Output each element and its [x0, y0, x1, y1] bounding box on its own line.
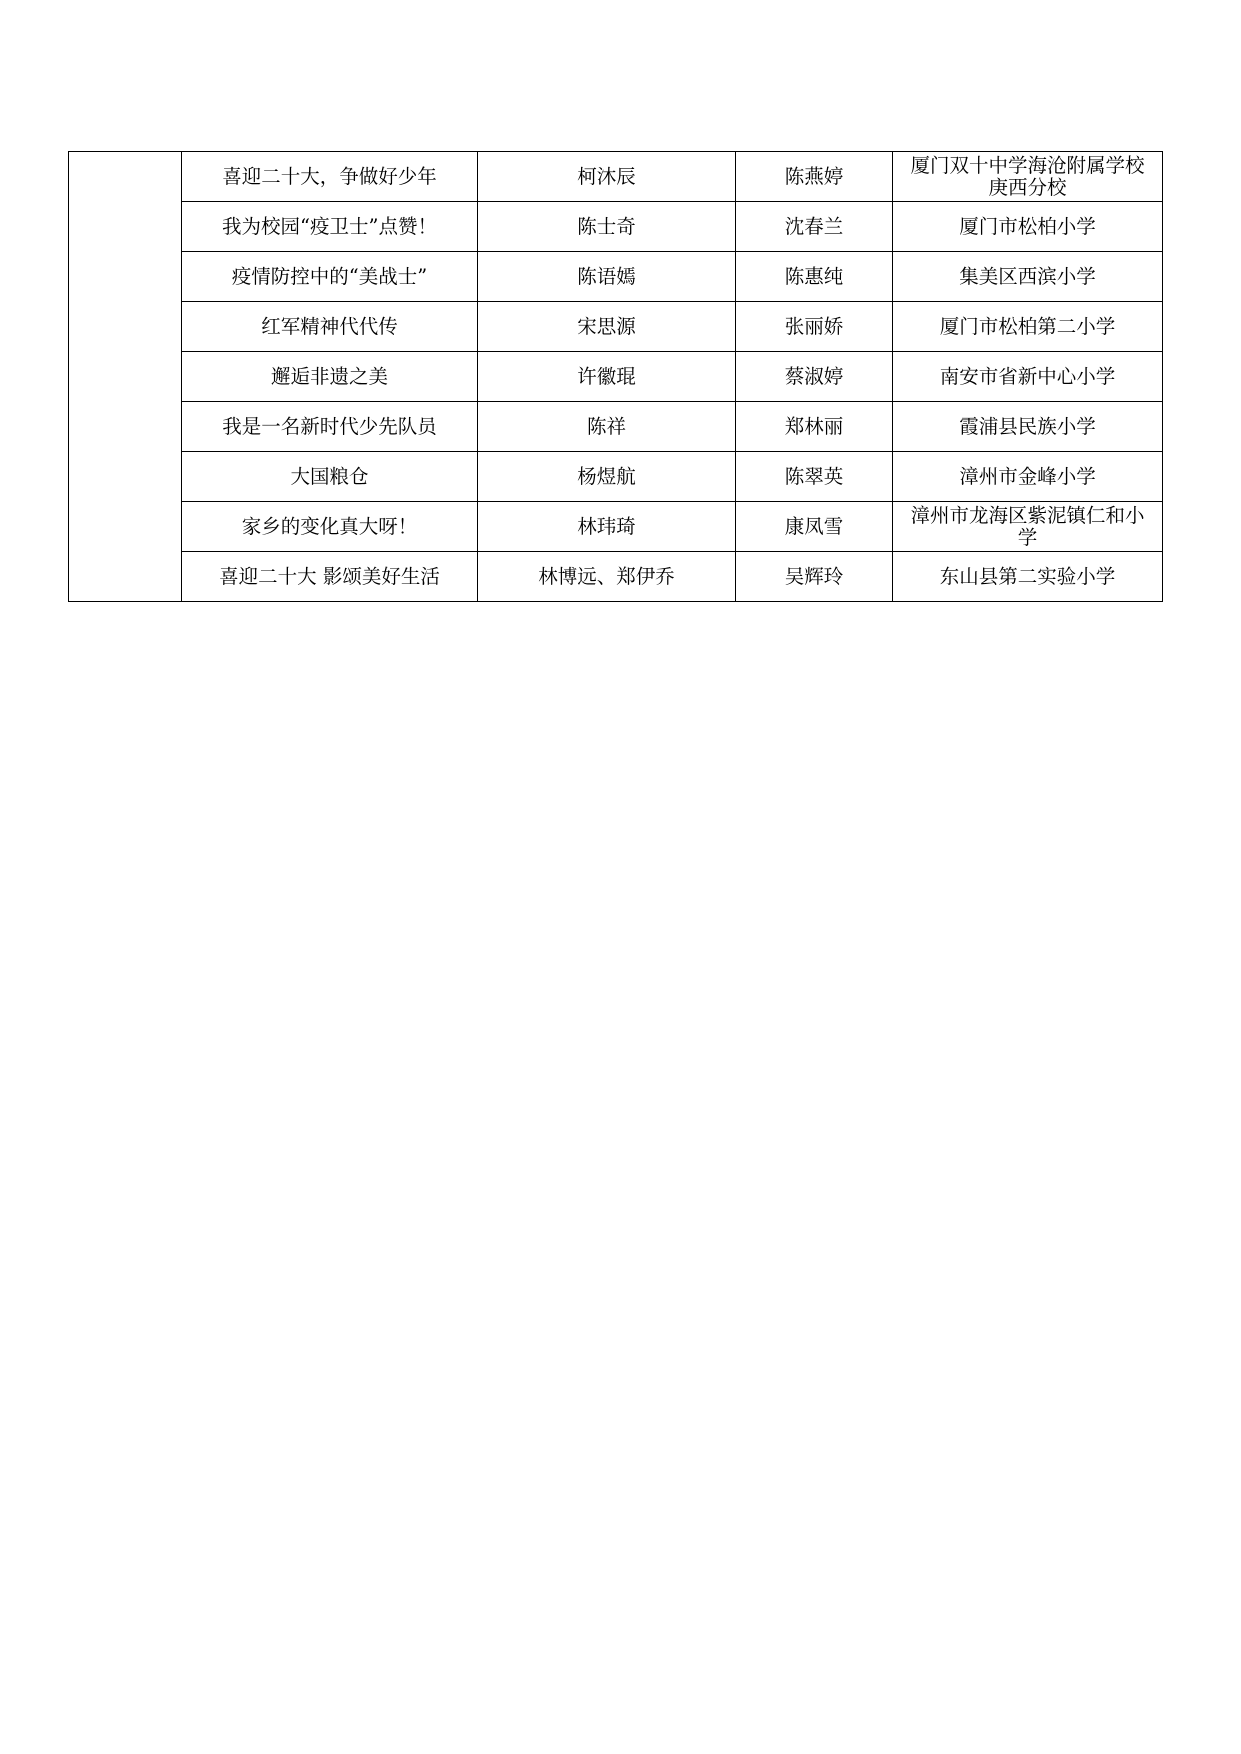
- teacher-cell: 陈惠纯: [736, 252, 893, 302]
- author-cell: 陈祥: [478, 402, 736, 452]
- school-cell: 霞浦县民族小学: [893, 402, 1163, 452]
- teacher-cell: 张丽娇: [736, 302, 893, 352]
- work-title-cell: 红军精神代代传: [182, 302, 478, 352]
- table-row: [69, 152, 1163, 202]
- table-row: [69, 302, 1163, 352]
- teacher-cell: 陈燕婷: [736, 152, 893, 202]
- school-cell: 厦门市松柏小学: [893, 202, 1163, 252]
- author-cell: 陈士奇: [478, 202, 736, 252]
- teacher-cell: 沈春兰: [736, 202, 893, 252]
- school-cell: 南安市省新中心小学: [893, 352, 1163, 402]
- table-row: [69, 202, 1163, 252]
- table-row: [69, 502, 1163, 552]
- school-cell: 东山县第二实验小学: [893, 552, 1163, 602]
- author-cell: 宋思源: [478, 302, 736, 352]
- work-title-cell: 家乡的变化真大呀！: [182, 502, 478, 552]
- work-title-cell: 喜迎二十大，争做好少年: [182, 152, 478, 202]
- merged-category-cell: [69, 152, 182, 602]
- table-row: [69, 452, 1163, 502]
- work-title-cell: 喜迎二十大 影颂美好生活: [182, 552, 478, 602]
- work-title-cell: 邂逅非遗之美: [182, 352, 478, 402]
- table-row: [69, 252, 1163, 302]
- teacher-cell: 吴辉玲: [736, 552, 893, 602]
- school-cell: 漳州市龙海区紫泥镇仁和小学: [893, 502, 1163, 552]
- author-cell: 杨煜航: [478, 452, 736, 502]
- work-title-cell: 疫情防控中的“美战士”: [182, 252, 478, 302]
- author-cell: 林玮琦: [478, 502, 736, 552]
- author-cell: 柯沐辰: [478, 152, 736, 202]
- table-row: [69, 352, 1163, 402]
- work-title-cell: 我为校园“疫卫士”点赞！: [182, 202, 478, 252]
- school-cell: 厦门双十中学海沧附属学校庚西分校: [893, 152, 1163, 202]
- work-title-cell: 我是一名新时代少先队员: [182, 402, 478, 452]
- author-cell: 许徽琨: [478, 352, 736, 402]
- table-row: [69, 402, 1163, 452]
- teacher-cell: 蔡淑婷: [736, 352, 893, 402]
- school-cell: 漳州市金峰小学: [893, 452, 1163, 502]
- table-row: [69, 552, 1163, 602]
- work-title-cell: 大国粮仓: [182, 452, 478, 502]
- author-cell: 林博远、郑伊乔: [478, 552, 736, 602]
- school-cell: 集美区西滨小学: [893, 252, 1163, 302]
- teacher-cell: 陈翠英: [736, 452, 893, 502]
- teacher-cell: 郑林丽: [736, 402, 893, 452]
- school-cell: 厦门市松柏第二小学: [893, 302, 1163, 352]
- author-cell: 陈语嫣: [478, 252, 736, 302]
- awards-table: [68, 151, 1163, 602]
- teacher-cell: 康凤雪: [736, 502, 893, 552]
